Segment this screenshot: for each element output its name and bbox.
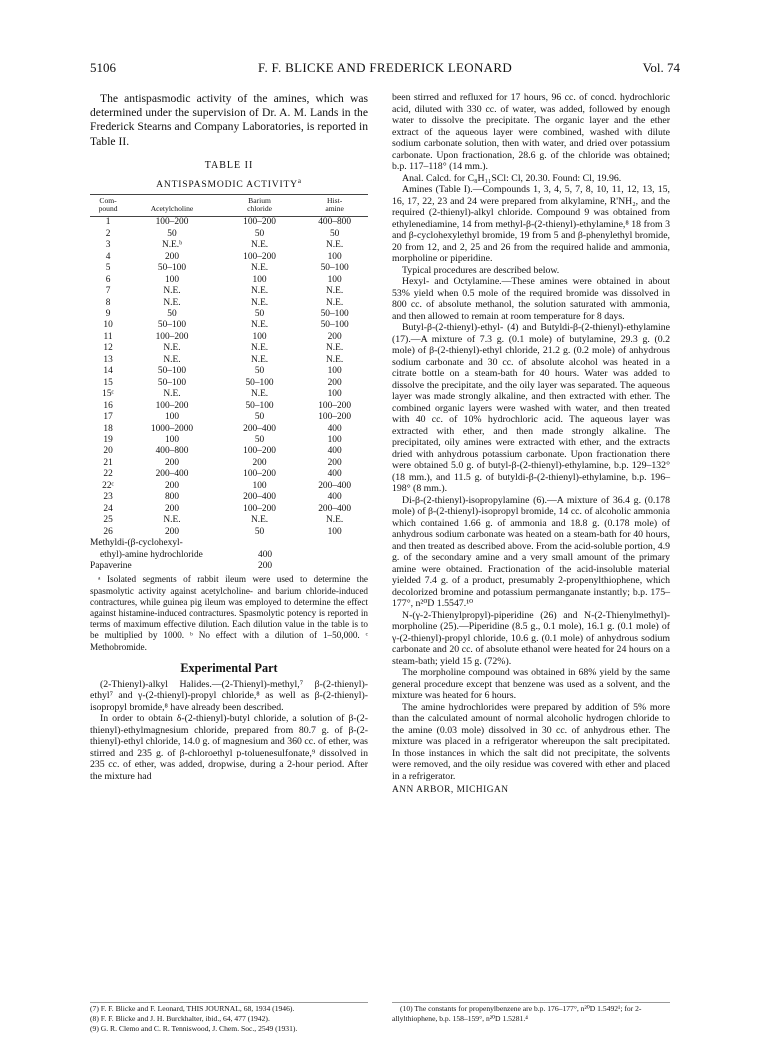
- table-cell: 200: [327, 457, 342, 468]
- intro-paragraph: The antispasmodic activity of the amines, which was determined under the supervision of Dr. A. M. Lands in the Frederick Stearns and Company Laboratories, is reported in Table II.: [90, 92, 368, 148]
- table-cell: 50–100: [320, 263, 349, 274]
- running-header: [90, 60, 680, 76]
- table-row: [90, 412, 368, 423]
- table-cell: N.E.: [163, 286, 181, 297]
- table-cell: 14: [103, 366, 113, 377]
- table-footnote: ᵃ Isolated segments of rabbit ileum were used to determine the spasmolytic activity against acetylcholine- and barium chloride-induced contractures, while guinea pig ileum was employed to determine the effect against histamine-induced contractures. Spasmolytic potency is reported in terms of maximum effective dilution. Each dilution value in the table is to be multiplied by 1000. ᵇ No effect with a dilution of 1–50,000. ᶜ Methobromide.: [90, 574, 368, 652]
- table-row: [90, 469, 368, 480]
- table-row: [90, 332, 368, 343]
- table-cell: 200: [164, 251, 180, 262]
- table-row: [90, 424, 368, 435]
- table-cell: 100: [252, 331, 267, 342]
- table-row: [90, 309, 368, 320]
- table-cell: 22ᶜ: [102, 480, 114, 491]
- reference-8: (8) F. F. Blicke and J. H. Burckhalter, ibid., 64, 477 (1942).: [90, 1013, 270, 1023]
- extra-row-label-continued: ethyl)-amine hydrochloride: [100, 549, 203, 560]
- table-extra-row: [90, 538, 368, 561]
- table-row: [90, 378, 368, 389]
- extra-row-label: Papaverine: [90, 561, 132, 571]
- right-paragraph-typical: Typical procedures are described below.: [402, 264, 560, 276]
- table-cell: 50: [329, 228, 340, 239]
- table-row: [90, 229, 368, 240]
- reference-footnotes: [90, 1002, 368, 1033]
- table-cell: 22: [103, 469, 113, 480]
- table-cell: 21: [103, 457, 113, 468]
- table-row: [90, 481, 368, 492]
- right-paragraph-piperidine: N-(γ-2-Thienylpropyl)-piperidine (26) and N-(2-Thienylmethyl)-morpholine (25).—Piperidine (8.5 g., 0.1 mole), 16.1 g. (0.1 mole) of γ-(2-thienyl)-propyl chloride, 10.6 g. (0.1 mole) of anhydrous sodium carbonate and 20 cc. of absolute ethanol were heated for 24 hours on a steam-bath; yield 15 g. (72%).: [392, 609, 670, 667]
- table-row: [90, 527, 368, 538]
- experimental-paragraph-1: (2-Thienyl)-alkyl Halides.—(2-Thienyl)-methyl,⁷ β-(2-thienyl)-ethyl⁷ and γ-(2-thienyl)-propyl chloride,⁸ as well as β-(2-thienyl)-isopropyl bromide,⁸ have already been described.: [90, 678, 368, 713]
- table-header-cell: Com- pound: [90, 195, 126, 217]
- table-cell: 2: [105, 228, 111, 239]
- right-paragraph-1: been stirred and refluxed for 17 hours, 96 cc. of concd. hydrochloric acid, diluted with 330 cc. of water, was added, followed by enough water to dissolve the precipitate. The organic layer and the ether extract of the aqueous layer were combined, washed with dilute sodium carbonate solution, then with water, and dried over potassium carbonate. Upon fractionation, 28.6 g. of the chloride was obtained; b.p. 117–118° (14 mm.).: [392, 92, 670, 172]
- table-cell: N.E.: [326, 515, 344, 526]
- table-row: [90, 320, 368, 331]
- table-cell: N.E.: [250, 240, 269, 251]
- table-cell: 7: [105, 286, 111, 297]
- extra-row-value: 400: [258, 549, 273, 560]
- table-cell: 100–200: [155, 331, 189, 342]
- right-paragraph-butyl: Butyl-β-(2-thienyl)-ethyl- (4) and Butyldi-β-(2-thienyl)-ethylamine (17).—A mixture of 7.3 g. (0.1 mole) of butylamine, 29.3 g. (0.2 mole) of β-(2-thienyl)-ethyl chloride, 21.2 g. (0.2 mole) of anhydrous sodium carbonate and 30 cc. of absolute alcohol was heated in a citrate bottle on a steam-bath for 40 hours. Water was added to dissolve the precipitate, and the oily layer was separated. The aqueous layer was made strongly alkaline, and then extracted with ether. The combined organic layers were washed with water, and then treated with 40 cc. of 10% hydrochloric acid. The aqueous layer was extracted with ether, and then made strongly alkaline. The precipitated, oily amines were extracted with ether, and the extracts dried with anhydrous potassium carbonate. Upon fractionation there were obtained 5.0 g. of butyl-β-(2-thienyl)-ethylamine, b.p. 129–132° (18 mm.), and 11.5 g. of butyldi-β-(2-thienyl)-ethylamine, b.p. 196–198° (8 mm.).: [392, 322, 670, 494]
- table-caption: TABLE II: [204, 159, 254, 171]
- table-cell: 50: [167, 309, 177, 320]
- table-cell: 10: [103, 320, 113, 331]
- table-cell: 200: [327, 331, 342, 342]
- table-row: [90, 217, 368, 229]
- table-row: [90, 355, 368, 366]
- table-header-row: [90, 195, 368, 217]
- table-cell: 100: [164, 274, 180, 285]
- table-cell: 6: [105, 274, 111, 285]
- table-cell: 100–200: [243, 217, 276, 228]
- table-cell: 50–100: [320, 309, 349, 320]
- running-authors: F. F. BLICKE AND FREDERICK LEONARD: [257, 60, 513, 75]
- table-row: [90, 435, 368, 446]
- table-extra-row: [90, 561, 368, 572]
- table-cell: 400: [327, 469, 342, 480]
- table-cell: 400–800: [155, 446, 189, 457]
- table-cell: 16: [103, 400, 113, 411]
- table-cell: 50: [254, 309, 265, 320]
- table-row: [90, 298, 368, 309]
- table-cell: 1000–2000: [150, 423, 194, 434]
- table-row: [90, 515, 368, 526]
- table-cell: 17: [103, 412, 113, 423]
- table-cell: 200–400: [318, 503, 352, 514]
- table-cell: 50: [254, 526, 265, 537]
- table-cell: 200: [164, 457, 180, 468]
- right-paragraph-hydrochlorides: The amine hydrochlorides were prepared by addition of 5% more than the calculated amount of normal alcoholic hydrogen chloride to the amine (0.03 mole) dissolved in 30 cc. of anhydrous ether. The mixture was placed in a refrigerator whereupon the salt precipitated. In those instances in which the salt did not precipitate, the solvents were removed, and the oily residue was covered with ether and placed in a refrigerator.: [392, 701, 670, 782]
- left-column: [90, 92, 368, 782]
- table-cell: 50: [254, 366, 265, 377]
- table-cell: 100: [252, 274, 267, 285]
- table-cell: 200: [164, 526, 180, 537]
- table-cell: 50: [254, 228, 265, 239]
- affiliation-place: ANN ARBOR, MICHIGAN: [392, 785, 509, 795]
- table-cell: N.E.: [163, 515, 181, 526]
- table-cell: 18: [103, 423, 113, 434]
- table-header-cell: Hist- amine: [301, 195, 368, 217]
- table-cell: N.E.ᵇ: [161, 240, 183, 251]
- experimental-paragraph-2: In order to obtain δ-(2-thienyl)-butyl chloride, a solution of β-(2-thienyl)-ethylmagnesium chloride, prepared from 80.7 g. of β-(2-thienyl)-ethyl chloride, 14.0 g. of magnesium and 360 cc. of ether, was stirred and 235 g. of β-chloroethyl p-toluenesulfonate,⁹ dissolved in 235 cc. of ether, was added, dropwise, during a 2-hour period. After the mixture had: [90, 713, 368, 782]
- table-cell: 100: [327, 251, 342, 262]
- table-cell: 100: [164, 412, 180, 423]
- table-cell: N.E.: [326, 240, 344, 251]
- table-cell: 100–200: [155, 400, 189, 411]
- extra-row-label: Methyldi-(β-cyclohexyl-: [90, 538, 183, 549]
- table-cell: 200: [164, 503, 180, 514]
- table-cell: N.E.: [250, 515, 269, 526]
- table-cell: 50–100: [245, 400, 274, 411]
- table-cell: 1: [105, 217, 111, 228]
- table-cell: 11: [103, 331, 113, 342]
- table-cell: 100: [327, 366, 342, 377]
- table-cell: 100: [164, 435, 180, 446]
- table-cell: N.E.: [250, 297, 269, 308]
- table-cell: 200–400: [243, 423, 276, 434]
- table-cell: 100: [327, 435, 342, 446]
- table-cell: N.E.: [250, 263, 269, 274]
- right-paragraph-diisopropyl: Di-β-(2-thienyl)-isopropylamine (6).—A mixture of 36.4 g. (0.178 mole) of β-(2-thienyl)-isopropyl bromide, 14 cc. of alcoholic ammonia which contained 1.66 g. of ammonia and 18.8 g. (0.178 mole) of anhydrous sodium carbonate was heated on a steam-bath for 40 hours, and then treated as described above. From the acid-soluble portion, 4.9 g. of the secondary amine and a very small amount of the primary amine were obtained. Fractionation of the acid-insoluble material yielded 7.4 g. of a product, presumably 2-propenylthiophene, which decolorized bromine and potassium permanganate instantly; b.p. 175–177°, n²⁰D 1.5547.¹⁰: [392, 494, 670, 609]
- table-cell: 50–100: [157, 366, 187, 377]
- table-cell: 100–200: [243, 251, 276, 262]
- table-cell: 100: [327, 389, 342, 400]
- table-cell: 200: [164, 480, 180, 491]
- right-paragraph-morpholine: The morpholine compound was obtained in 68% yield by the same general procedure except that benzene was used as a solvent, and the mixture was heated for 6 hours.: [392, 667, 670, 701]
- activity-table: [90, 194, 368, 538]
- table-row: [90, 401, 368, 412]
- table-cell: N.E.: [163, 343, 181, 354]
- table-cell: N.E.: [326, 297, 344, 308]
- table-cell: 50: [254, 435, 265, 446]
- table-cell: 400: [327, 423, 342, 434]
- table-cell: 400–800: [318, 217, 352, 228]
- table-cell: 20: [103, 446, 113, 457]
- reference-9: (9) G. R. Clemo and C. R. Tenniswood, J. Chem. Soc., 2549 (1931).: [90, 1023, 298, 1033]
- table-row: [90, 286, 368, 297]
- table-cell: 100–200: [318, 400, 352, 411]
- reference-7: (7) F. F. Blicke and F. Leonard, THIS JOURNAL, 68, 1934 (1946).: [90, 1004, 295, 1013]
- table-cell: N.E.: [326, 354, 344, 365]
- table-cell: 50–100: [320, 320, 349, 331]
- table-subtitle-mark: a: [297, 176, 302, 185]
- table-row: [90, 389, 368, 400]
- table-cell: 100–200: [243, 503, 276, 514]
- table-cell: 50: [254, 412, 265, 423]
- table-row: [90, 504, 368, 515]
- table-cell: N.E.: [326, 343, 344, 354]
- table-cell: 200–400: [318, 480, 352, 491]
- table-cell: 50: [167, 228, 177, 239]
- table-cell: 100: [327, 526, 342, 537]
- table-row: [90, 263, 368, 274]
- table-cell: 19: [103, 435, 113, 446]
- right-paragraph-hexyl: Hexyl- and Octylamine.—These amines were obtained in about 53% yield when 0.5 mole of the required bromide was dissolved in 800 cc. of absolute methanol, the solution saturated with ammonia, and then allowed to remain at room temperature for 8 days.: [392, 276, 670, 322]
- table-cell: 200–400: [243, 492, 276, 503]
- table-cell: 13: [103, 354, 113, 365]
- table-cell: 400: [327, 492, 342, 503]
- table-cell: N.E.: [250, 389, 269, 400]
- table-cell: N.E.: [250, 343, 269, 354]
- right-column: [392, 92, 670, 795]
- table-cell: 100–200: [243, 469, 276, 480]
- table-body: [90, 217, 368, 538]
- table-row: [90, 446, 368, 457]
- table-cell: 15ᶜ: [102, 389, 114, 400]
- table-cell: 100: [252, 480, 267, 491]
- table-subtitle-text: ANTISPASMODIC ACTIVITY: [156, 179, 298, 190]
- table-cell: 100–200: [243, 446, 276, 457]
- table-cell: 200: [252, 457, 267, 468]
- table-cell: N.E.: [163, 297, 181, 308]
- table-cell: N.E.: [163, 354, 181, 365]
- table-cell: 100–200: [155, 217, 189, 228]
- table-row: [90, 492, 368, 503]
- table-cell: 200: [327, 377, 342, 388]
- table-row: [90, 252, 368, 263]
- table-cell: 26: [103, 526, 113, 537]
- table-cell: 50–100: [157, 320, 187, 331]
- right-paragraph-amines: Amines (Table I).—Compounds 1, 3, 4, 5, 7, 8, 10, 11, 12, 13, 15, 16, 17, 22, 23 and 24 were prepared from alkylamine, R'NH₂, and the required (2-thienyl)-alkyl chloride. Compound 9 was obtained from ethylenediamine, 14 from methyl-β-(2-thienyl)-ethylamine,⁸ 18 from 3 and β-cyclohexylethyl bromide, 19 from 5 and β-phenylethyl bromide, 20 from 12, and 2, 25 and 26 from the required halide and ammonia, morpholine or piperidine.: [392, 184, 670, 264]
- table-cell: 12: [103, 343, 113, 354]
- table-cell: 9: [105, 309, 111, 320]
- table-row: [90, 458, 368, 469]
- table-row: [90, 240, 368, 251]
- table-cell: N.E.: [250, 354, 269, 365]
- table-cell: 50–100: [245, 377, 274, 388]
- table-row: [90, 366, 368, 377]
- table-subtitle: [90, 177, 368, 190]
- page-number: 5106: [90, 60, 116, 75]
- table-cell: N.E.: [163, 389, 181, 400]
- table-cell: 100–200: [318, 412, 352, 423]
- table-cell: 25: [103, 515, 113, 526]
- table-cell: 24: [103, 503, 113, 514]
- table-cell: 15: [103, 377, 113, 388]
- table-cell: N.E.: [250, 320, 269, 331]
- table-header-cell: Barium chloride: [218, 195, 301, 217]
- table-cell: 50–100: [157, 377, 187, 388]
- table-row: [90, 275, 368, 286]
- table-cell: 23: [103, 492, 113, 503]
- volume-label: Vol. 74: [642, 60, 680, 75]
- extra-row-value: 200: [258, 561, 273, 571]
- table-cell: 200–400: [155, 469, 189, 480]
- table-cell: 8: [105, 297, 111, 308]
- table-row: [90, 343, 368, 354]
- table-cell: 4: [105, 251, 111, 262]
- table-header-cell: Acetylcholine: [126, 195, 218, 217]
- footnote-10: (10) The constants for propenylbenzene are b.p. 176–177°, n²⁰D 1.5492¹; for 2-allylthiophene, b.p. 158–159°, n²⁰D 1.5281.⁴: [392, 1002, 670, 1024]
- section-heading: Experimental Part: [180, 660, 278, 675]
- table-cell: 800: [164, 492, 180, 503]
- table-cell: 3: [105, 240, 111, 251]
- table-cell: 5: [105, 263, 111, 274]
- table-cell: N.E.: [250, 286, 269, 297]
- table-cell: 100: [327, 274, 342, 285]
- table-extra-rows: [90, 538, 368, 572]
- table-cell: 50–100: [157, 263, 187, 274]
- table-cell: N.E.: [326, 286, 344, 297]
- table-cell: 400: [327, 446, 342, 457]
- right-analysis: Anal. Calcd. for C₈H₁₁SCl: Cl, 20.30. Found: Cl, 19.96.: [402, 172, 622, 184]
